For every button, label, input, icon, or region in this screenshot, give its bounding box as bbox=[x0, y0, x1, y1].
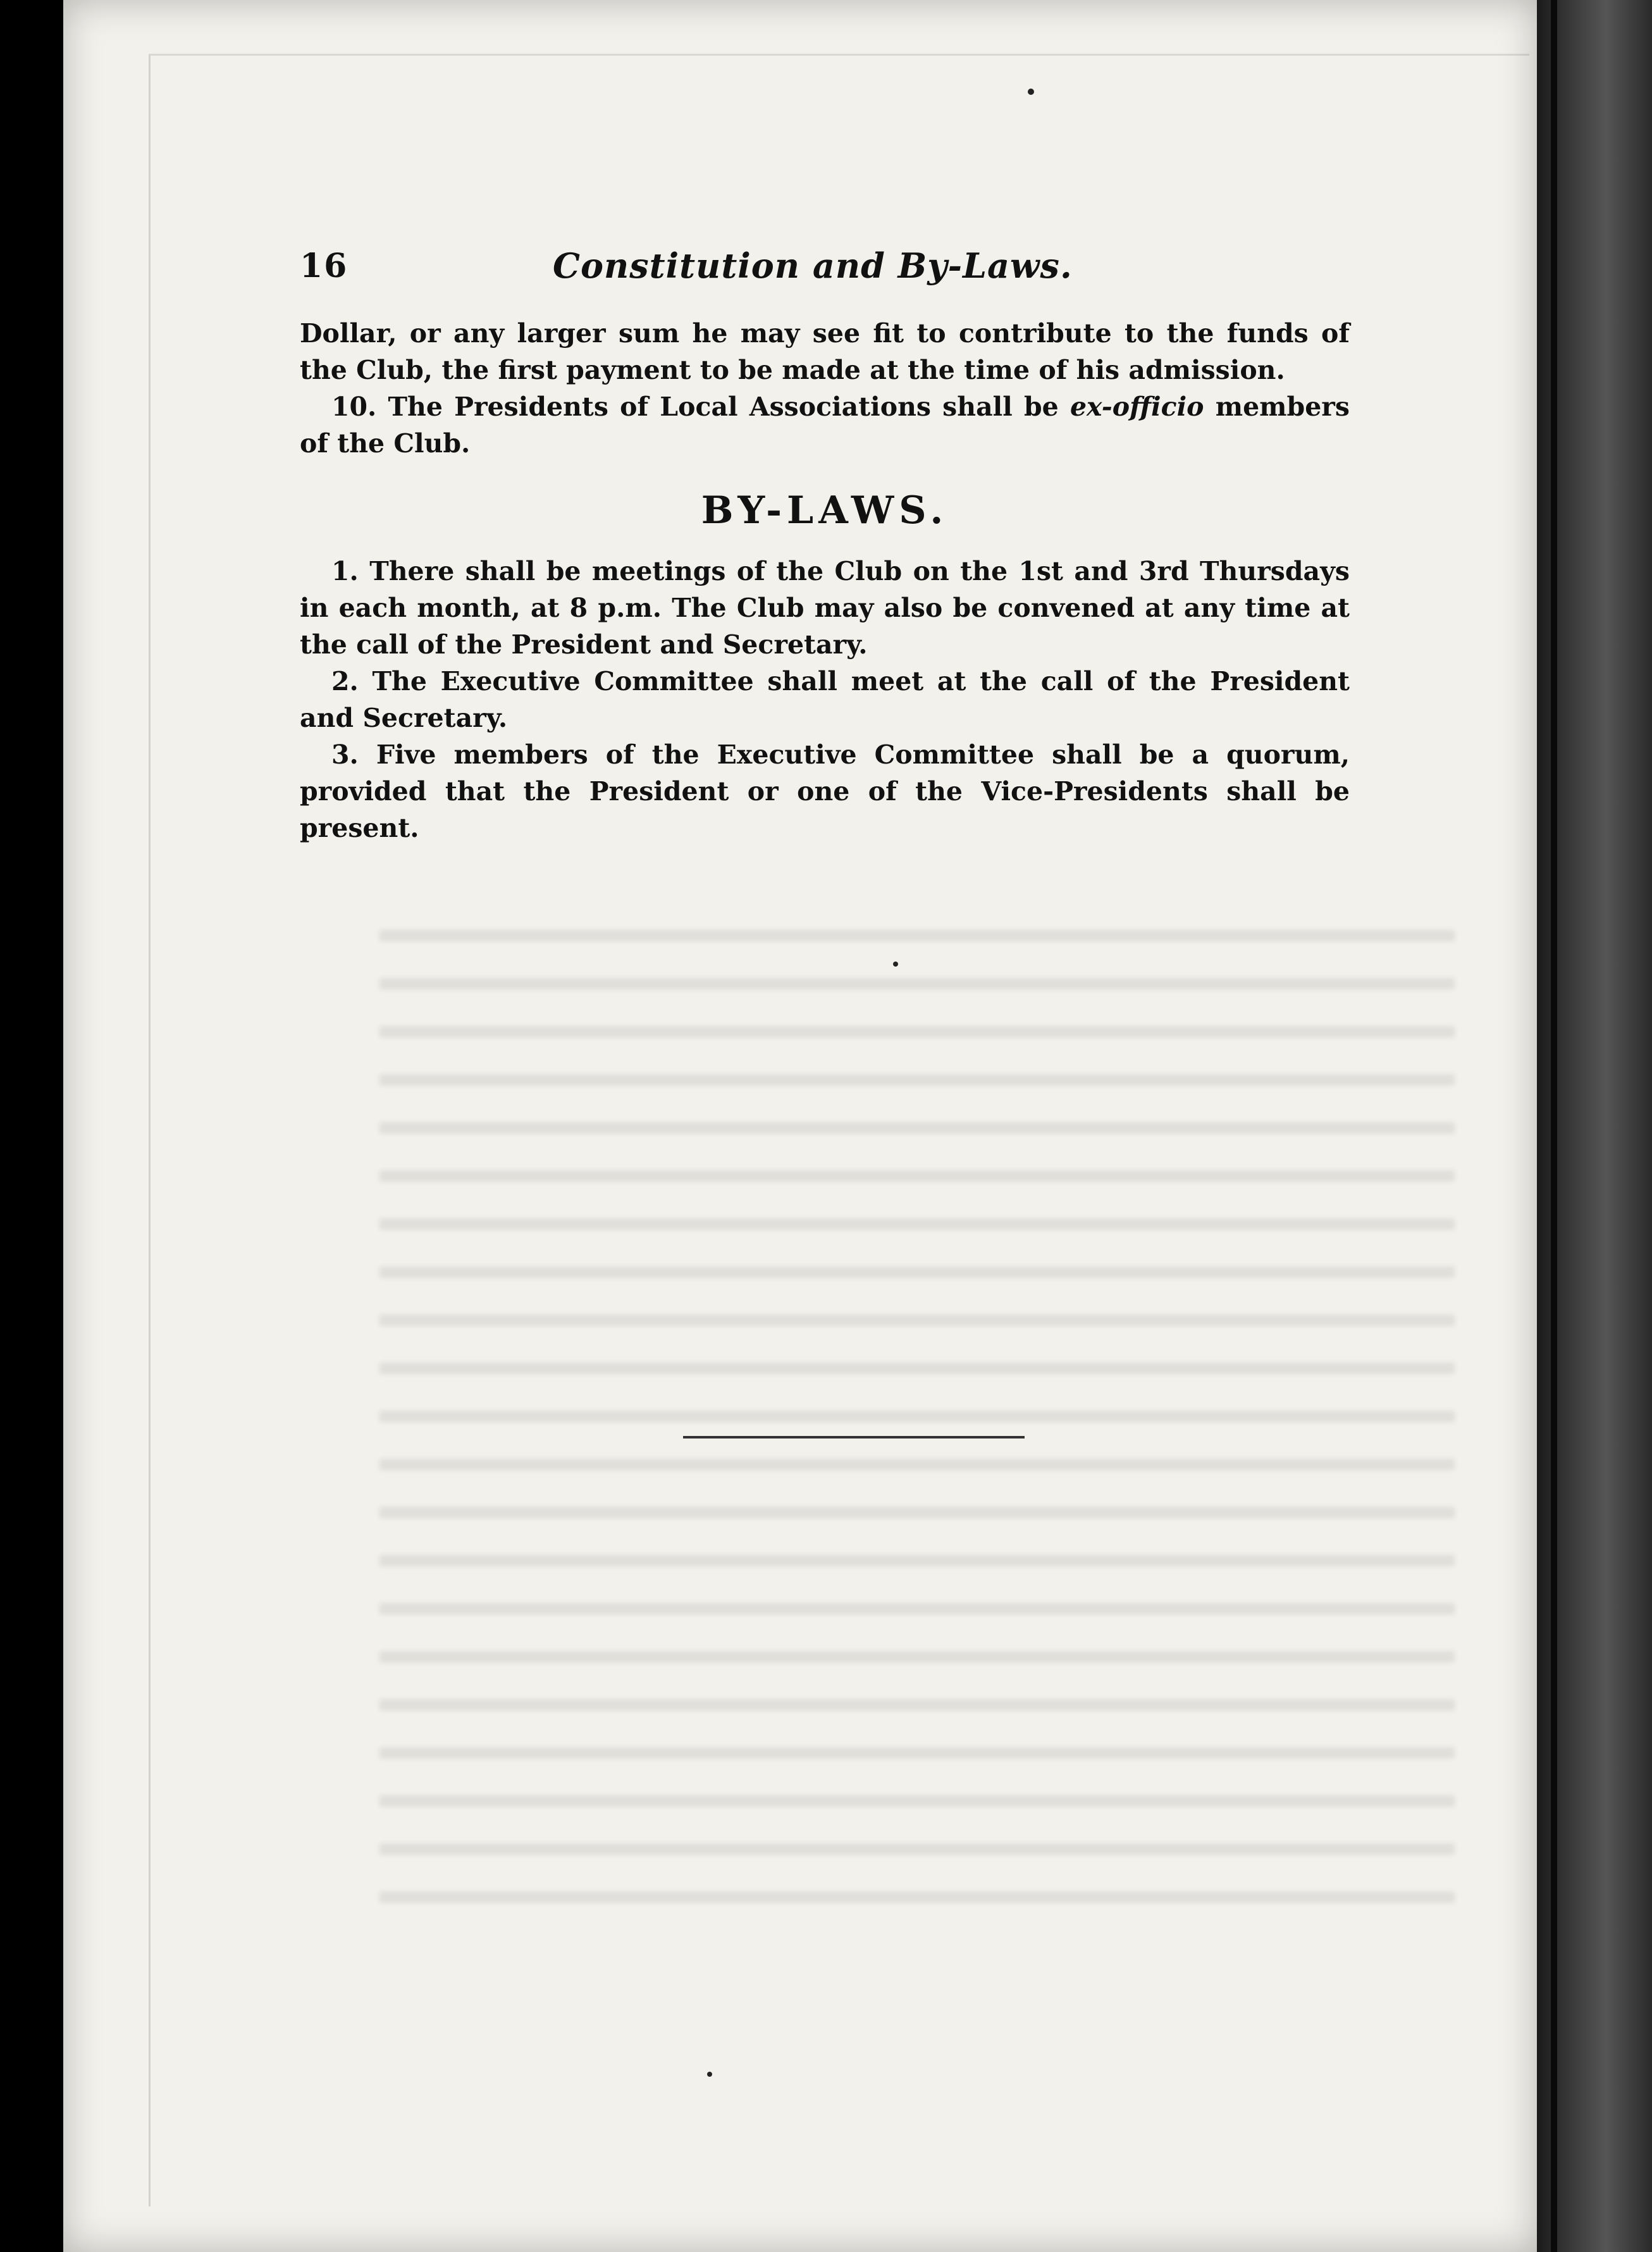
running-head-title: Constitution and By-Laws. bbox=[553, 245, 1073, 286]
article-10-text-end: members of the Club. bbox=[300, 392, 1350, 459]
page-number: 16 bbox=[300, 247, 348, 285]
speck bbox=[1028, 89, 1034, 95]
bylaw-item: 2. The Executive Committee shall meet at the call of the President and Secretary. bbox=[300, 666, 1350, 733]
article-10-text: 10. The Presidents of Local Associations shall be bbox=[331, 392, 1070, 422]
section-divider-rule bbox=[683, 1436, 1025, 1438]
bleed-through-text bbox=[379, 905, 1455, 1917]
binding-shadow bbox=[1551, 0, 1557, 2252]
article-10-paragraph bbox=[300, 388, 1350, 462]
bylaw-item: 1. There shall be meetings of the Club on the 1st and 3rd Thursdays in each month, at 8 p.m. The Club may also be convened at any time at the call of the President and Secretary. bbox=[300, 556, 1350, 660]
running-header bbox=[300, 240, 1350, 291]
article-10-italic-term: ex-officio bbox=[1069, 392, 1204, 422]
speck bbox=[893, 962, 898, 967]
bylaws-heading: BY-LAWS. bbox=[701, 488, 949, 533]
page-text bbox=[300, 240, 1350, 846]
continuation-paragraph: Dollar, or any larger sum he may see fit to contribute to the funds of the Club, the first payment to be made at the time of his admission. bbox=[300, 318, 1350, 385]
speck bbox=[707, 2072, 712, 2077]
bylaw-item: 3. Five members of the Executive Committee shall be a quorum, provided that the President or one of the Vice-Presidents shall be present. bbox=[300, 739, 1350, 843]
